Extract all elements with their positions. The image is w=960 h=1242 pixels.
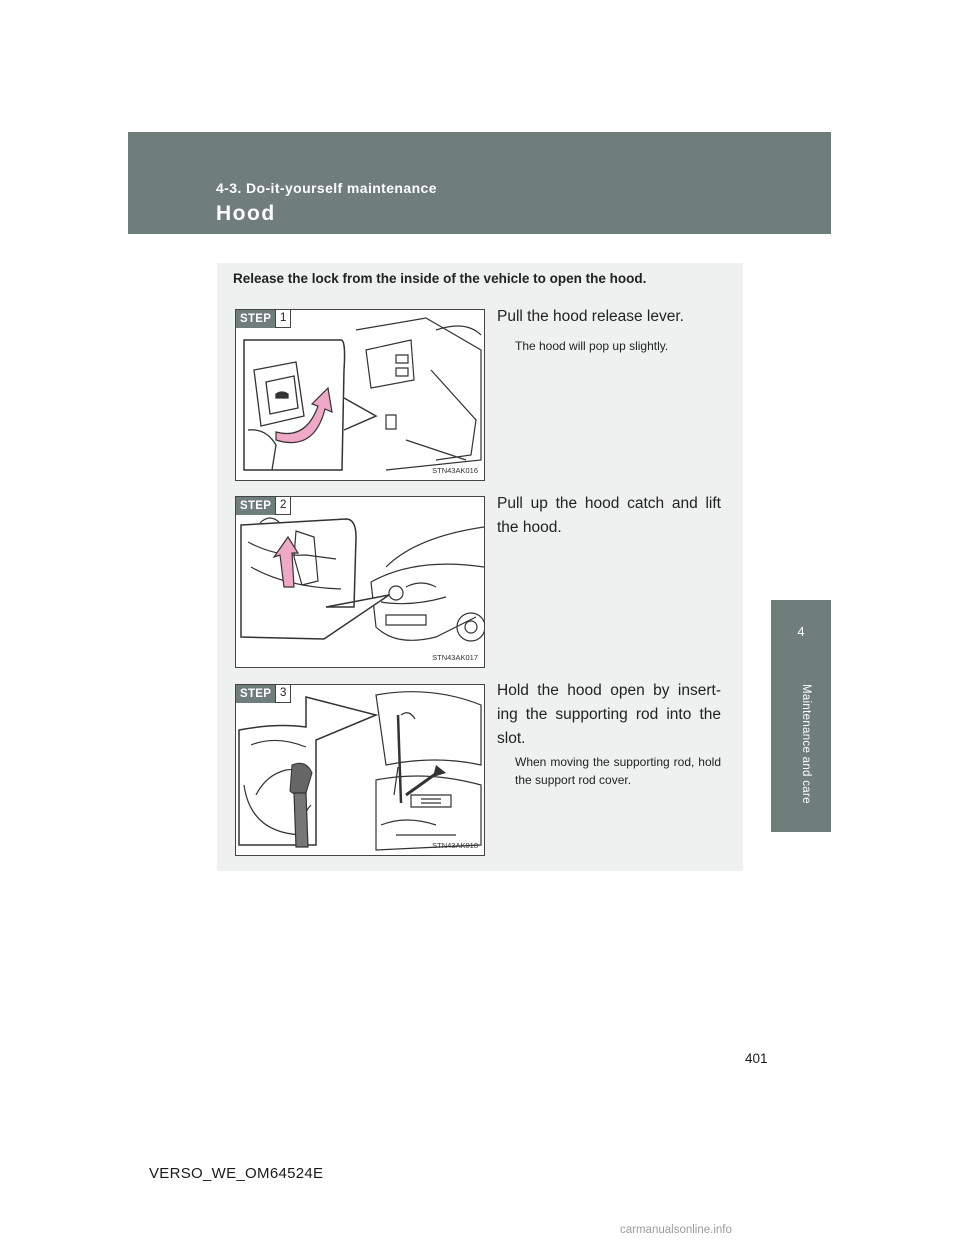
chapter-label: Maintenance and care [800,684,812,804]
chapter-number: 4 [797,624,805,639]
section-label: 4-3. Do-it-yourself maintenance [216,180,437,196]
document-id: VERSO_WE_OM64524E [149,1165,324,1182]
step-1-illustration [235,309,485,481]
step-3-note: When moving the supporting rod, hold the support rod cover. [515,755,721,787]
step-badge-word: STEP [236,310,275,328]
section-header [128,132,831,234]
intro-text: Release the lock from the inside of the vehicle to open the hood. [233,271,647,286]
step-2-illustration [235,496,485,668]
figure-code: STN43AK017 [432,653,478,662]
step-badge-word: STEP [236,497,275,515]
step-1-badge [236,310,291,328]
hood-release-lever-drawing [236,310,485,481]
watermark: carmanualsonline.info [620,1224,732,1236]
step-1-text: Pull the hood release lever. [497,308,684,325]
step-badge-word: STEP [236,685,275,703]
support-rod-drawing [236,685,485,856]
page-title: Hood [216,202,276,225]
step-badge-number: 1 [275,310,291,328]
step-2-text: Pull up the hood catch and lift the hood. [497,495,721,536]
figure-code: STN43AK016 [432,466,478,475]
step-3-illustration [235,684,485,856]
step-3-text: Hold the hood open by insert-ing the supporting rod into the slot. [497,682,721,747]
step-badge-number: 3 [275,685,291,703]
step-3-badge [236,685,291,703]
figure-code: STN43AK018 [432,841,478,850]
step-badge-number: 2 [275,497,291,515]
hood-catch-drawing [236,497,485,668]
page-number: 401 [745,1051,768,1066]
step-2-badge [236,497,291,515]
step-1-note: The hood will pop up slightly. [515,339,669,353]
